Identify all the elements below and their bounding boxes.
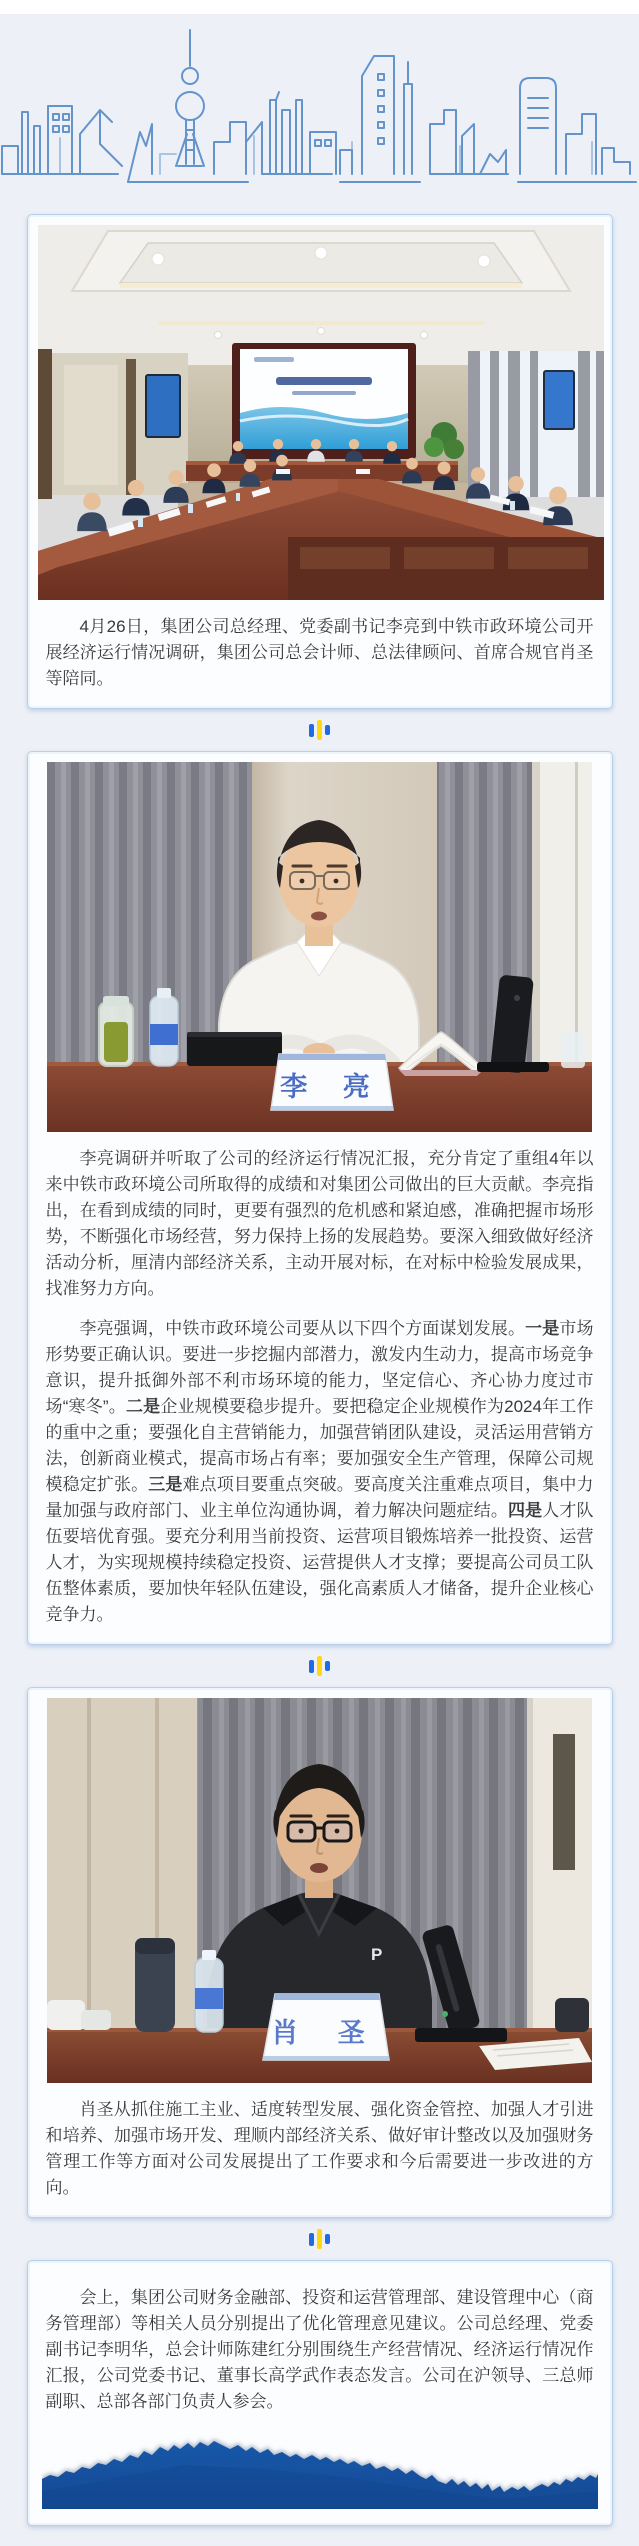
city-skyline-illustration bbox=[0, 14, 639, 192]
caption-overview: 4月26日，集团公司总经理、党委副书记李亮到中铁市政环境公司开展经济运行情况调研，集团公司总会计师、总法律顾问、首席合规官肖圣等陪同。 bbox=[45, 617, 594, 688]
run-5-bold: 三是 bbox=[148, 1475, 183, 1494]
run-6: 难点项目要重点突破。要高度关注重难点项目，集中力量加强与政府部门、业主单位沟通协调，着力解决问题症结。 bbox=[45, 1475, 594, 1520]
run-3-bold: 二是 bbox=[125, 1397, 161, 1416]
polo-logo-p: P bbox=[371, 1945, 383, 1964]
divider-bar-blue-left bbox=[309, 724, 314, 737]
bar-chart-divider-icon bbox=[0, 1655, 639, 1677]
divider-bar-blue-left bbox=[309, 2233, 314, 2246]
run-2: 市场形势要正确认识。要进一步挖掘内部潜力，激发内生动力，提高市场竞争意识，提升抵御外部不利市场环境的能力，坚定信心、齐心协力度过市场“寒冬”。 bbox=[45, 1319, 594, 1416]
divider-bar-blue-right bbox=[325, 1661, 330, 1671]
photo-conference-room bbox=[38, 225, 604, 600]
run-1-bold: 一是 bbox=[525, 1319, 560, 1338]
run-8: 人才队伍要培优育强。要充分利用当前投资、运营项目锻炼培养一批投资、运营人才，为实现规模持续稳定投资、运营提供人才支撑；要提高公司员工队伍整体素质，要加快年轻队伍建设，强化高素质人才储备，提升企业核心竞争力。 bbox=[45, 1501, 594, 1624]
section-card-xiaosheng bbox=[27, 1687, 613, 2218]
divider-bar-blue-right bbox=[325, 725, 330, 735]
divider-bar-yellow bbox=[317, 1656, 322, 1676]
divider-bar-yellow bbox=[317, 2229, 322, 2249]
presentation-screen bbox=[232, 343, 416, 459]
torn-paper-decoration bbox=[42, 2429, 598, 2509]
photo-li-liang bbox=[47, 762, 592, 1132]
nameplate-text: 肖 圣 bbox=[271, 2018, 381, 2048]
thermos bbox=[135, 1938, 175, 2032]
section-card-overview bbox=[27, 214, 613, 709]
water-bottle bbox=[195, 1950, 223, 2032]
caption-xiaosheng: 肖圣从抓住施工主业、适度转型发展、强化资金管控、加强人才引进和培养、加强市场开发、理顺内部经济关系、做好审计整改以及加强财务管理工作等方面对公司发展提出了工作要求和今后需要进一步改进的方向。 bbox=[45, 2100, 594, 2197]
run-4: 企业规模要稳步提升。要把稳定企业规模作为2024年工作的重中之重；要强化自主营销能力，加强营销团队建设，灵活运用营销方法，创新商业模式，提高市场占有率；要加强安全生产管理，保障公司规模稳定扩张。 bbox=[45, 1397, 594, 1494]
nameplate-xiao-sheng bbox=[263, 1994, 389, 2060]
divider-bar-yellow bbox=[317, 720, 322, 740]
section-card-closing bbox=[27, 2260, 613, 2526]
paragraph-closing: 会上，集团公司财务金融部、投资和运营管理部、建设管理中心（商务管理部）等相关人员分别提出了优化管理意见建议。公司总经理、党委副书记李明华，总会计师陈建红分别围绕生产经营情况、经济运行情况作汇报，公司党委书记、董事长高学武作表态发言。公司在沪领导、三总师副职、总部各部门负责人参会。 bbox=[45, 2288, 594, 2411]
bar-chart-divider-icon bbox=[0, 719, 639, 741]
run-0: 李亮强调，中铁市政环境公司要从以下四个方面谋划发展。 bbox=[79, 1319, 526, 1338]
nameplate-text: 李 亮 bbox=[280, 1072, 384, 1102]
divider-bar-blue-right bbox=[325, 2234, 330, 2244]
bar-chart-divider-icon bbox=[0, 2228, 639, 2250]
nameplate-li-liang bbox=[271, 1054, 393, 1110]
tea-jar bbox=[99, 996, 133, 1066]
photo-xiao-sheng bbox=[47, 1698, 592, 2083]
run-7-bold: 四是 bbox=[507, 1501, 543, 1520]
water-bottle bbox=[150, 988, 178, 1066]
article-page bbox=[0, 14, 639, 2546]
divider-bar-blue-left bbox=[309, 1660, 314, 1673]
paragraph-liliang-2 bbox=[46, 1316, 594, 1628]
paragraph-liliang-1: 李亮调研并听取了公司的经济运行情况汇报，充分肯定了重组4年以来中铁市政环境公司所取得的成绩和对集团公司做出的巨大贡献。李亮指出，在看到成绩的同时，更要有强烈的危机感和紧迫感，准确把握市场形势，不断强化市场经营，努力保持上扬的发展趋势。要深入细致做好经济活动分析，厘清内部经济关系，主动开展对标，在对标中检验发展成果，找准努力方向。 bbox=[45, 1149, 594, 1298]
section-card-liliang bbox=[27, 751, 613, 1645]
